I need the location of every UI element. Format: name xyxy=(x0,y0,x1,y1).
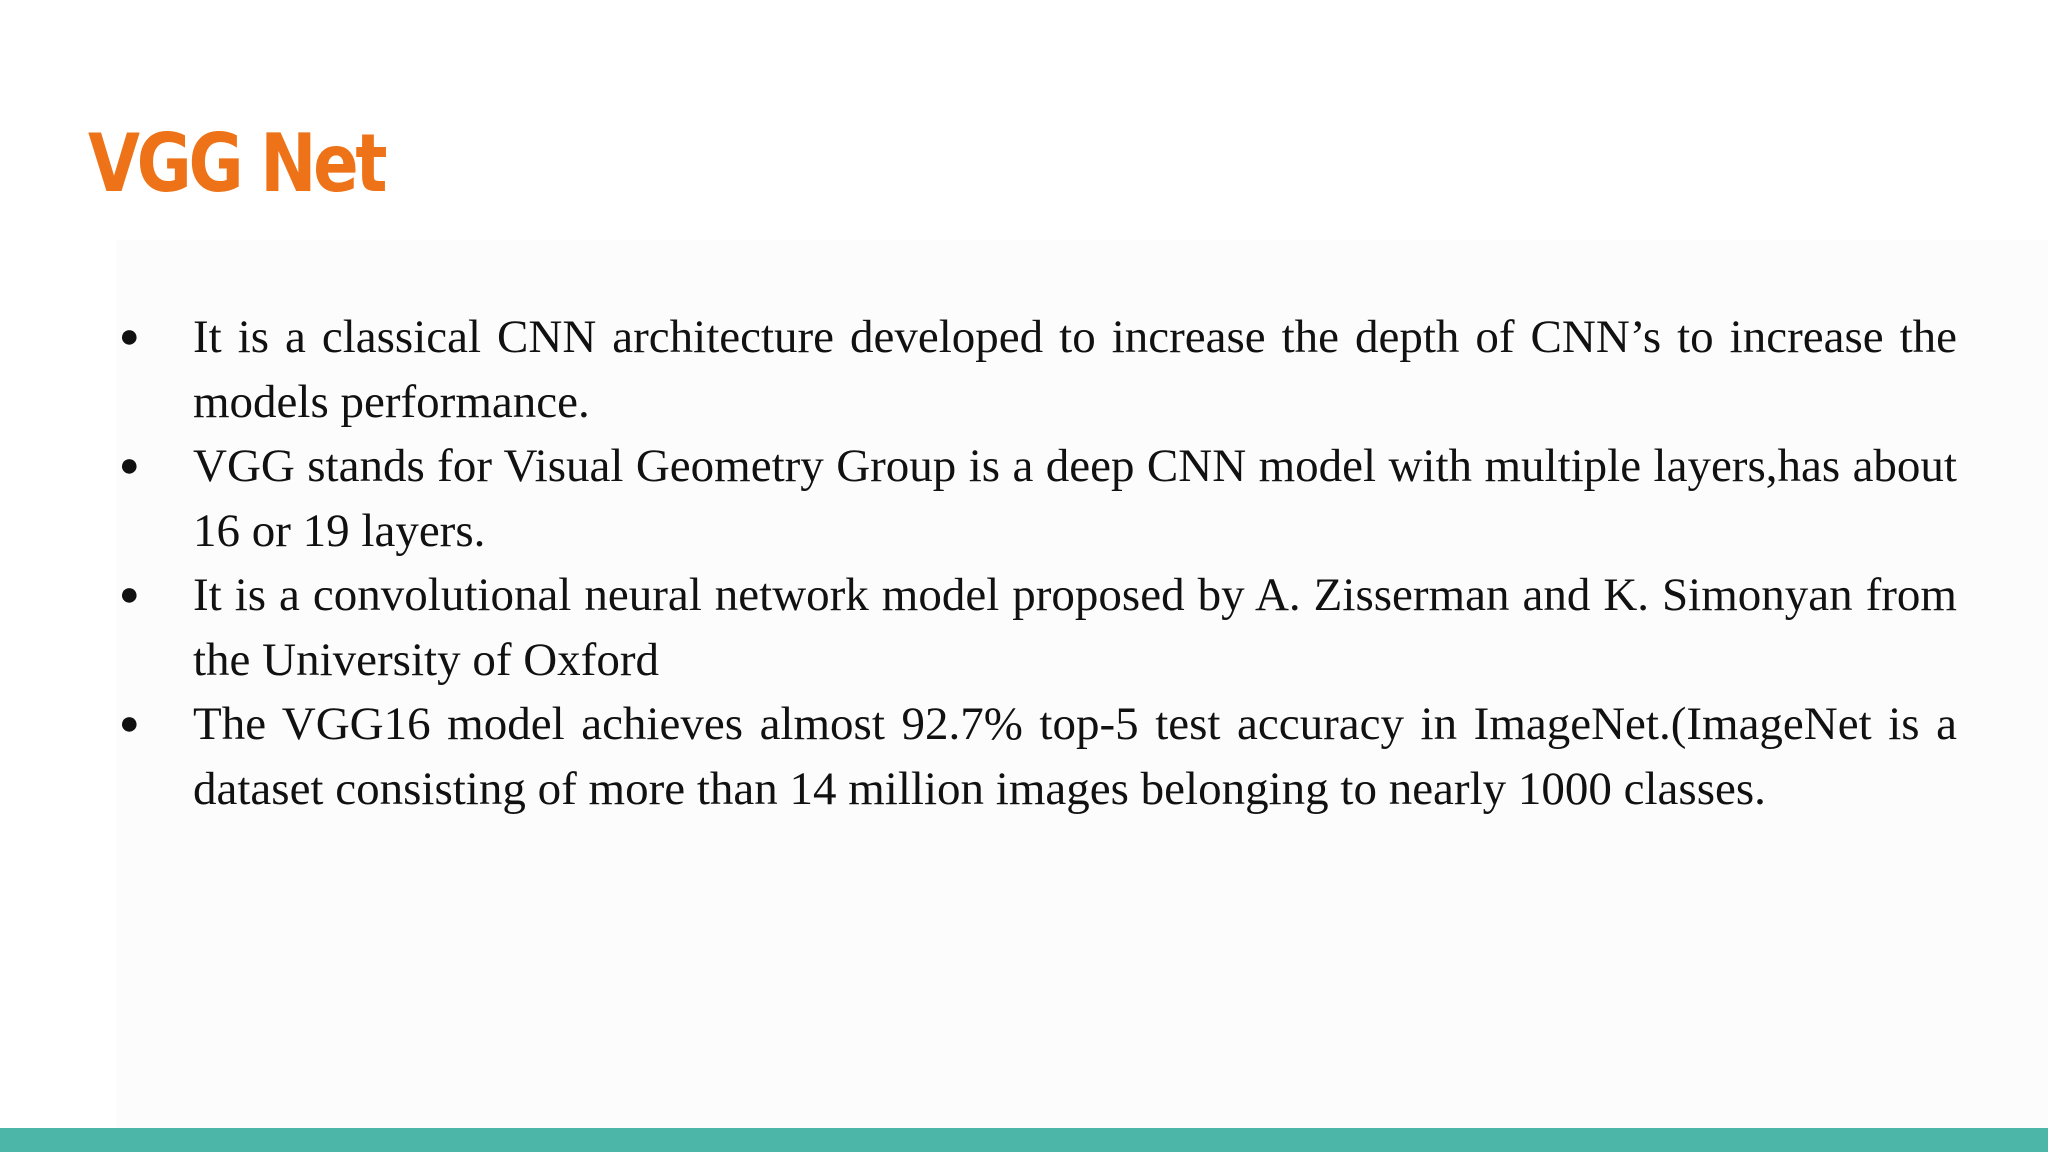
bullet-dot-icon: ● xyxy=(119,318,140,355)
bullet-item xyxy=(119,434,1957,563)
bullet-text: It is a classical CNN architecture developed to increase the depth of CNN’s to increase the models performance. xyxy=(193,311,1957,428)
bullet-text: It is a convolutional neural network model proposed by A. Zisserman and K. Simonyan from the University of Oxford xyxy=(193,569,1957,686)
slide-title: VGG Net xyxy=(88,117,385,210)
bullet-dot-icon: ● xyxy=(119,447,140,484)
bullet-dot-icon: ● xyxy=(119,705,140,742)
bullet-item xyxy=(119,305,1957,434)
bullet-dot-icon: ● xyxy=(119,576,140,613)
bullet-list xyxy=(119,305,1957,821)
footer-accent-bar xyxy=(0,1128,2048,1152)
bullet-item xyxy=(119,692,1957,821)
bullet-text: VGG stands for Visual Geometry Group is a deep CNN model with multiple layers,has about 16 or 19 layers. xyxy=(193,440,1957,557)
bullet-item xyxy=(119,563,1957,692)
bullet-text: The VGG16 model achieves almost 92.7% top-5 test accuracy in ImageNet.(ImageNet is a dataset consisting of more than 14 million images belonging to nearly 1000 classes. xyxy=(193,698,1957,815)
